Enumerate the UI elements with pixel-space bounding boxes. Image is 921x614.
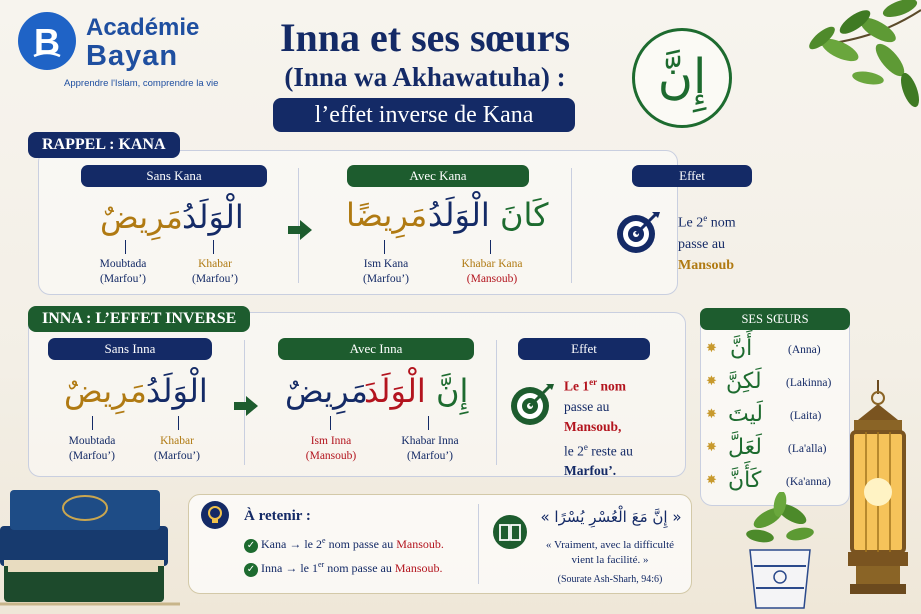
divider [571,168,572,283]
inna-avec-ism-word: الْوَلَدَ [364,372,426,410]
divider [478,504,479,584]
academy-logo-icon [18,12,76,70]
caption-line [330,416,331,430]
caption-line [178,416,179,430]
kana-avec-ism-caption: Ism Kana (Marfou’) [363,258,409,285]
verse-reference: (Sourate Ash-Sharh, 94:6) [557,574,663,585]
star-icon: ✸ [706,473,717,488]
star-icon: ✸ [706,440,717,455]
inna-sans-khabar-word: مَرِيضٌ [64,372,147,410]
kana-effet-header: Effet [632,165,752,187]
arrow-right-icon [286,218,314,242]
star-icon: ✸ [706,407,717,422]
inna-avec-khabar-word: مَرِيضٌ [285,372,368,410]
caption-line [490,240,491,254]
inna-effet-text: Le 1er nom passe au Mansoub, le 2e reste au Marfou’. [564,377,633,478]
logo-tagline: Apprendre l'Islam, comprendre la vie [64,78,219,89]
retenir-row-inna: ✓ Inna → le 1er nom passe au Mansoub. [244,560,443,577]
caption-line [428,416,429,430]
arrow-right-icon [232,394,260,418]
books-illustration [0,486,180,614]
page-subtitle-banner: l’effet inverse de Kana [273,98,575,132]
book-icon [492,514,528,550]
list-item: ✸ كَأَنَّ (Ka'anna) [706,468,831,493]
inna-particle-word: إِنَّ [436,372,469,410]
page-title: Inna et ses sœurs [279,15,571,60]
caption-line [92,416,93,430]
retenir-row-kana: ✓ Kana → le 2e nom passe au Mansoub. [244,536,444,553]
sans-inna-header: Sans Inna [48,338,212,360]
star-icon: ✸ [706,374,717,389]
kana-avec-ism-word: الْوَلَدُ [428,196,490,234]
leaves-decoration [750,0,921,140]
verse-translation: « Vraiment, avec la difficulté vient la facilité. » [545,539,675,566]
inna-emblem: إِنَّ [632,28,732,128]
lantern-illustration [836,380,921,614]
sans-kana-header: Sans Kana [81,165,267,187]
inna-avec-ism-caption: Ism Inna (Mansoub) [305,435,357,462]
verse-arabic: « إِنَّ مَعَ الْعُسْرِ يُسْرًا » [540,508,682,526]
inna-sans-khabar-caption: Khabar (Marfou’) [154,435,200,462]
caption-line [125,240,126,254]
target-icon [614,208,662,256]
kana-sans-moubtada-caption: Moubtada (Marfou’) [99,258,147,285]
logo-word-academie: Académie [86,14,200,41]
retenir-title: À retenir : [244,508,311,524]
kana-panel-label: RAPPEL : KANA [28,132,180,158]
avec-kana-header: Avec Kana [347,165,529,187]
soeurs-list [706,334,846,499]
check-icon: ✓ [244,539,258,553]
inna-panel-label: INNA : L’EFFET INVERSE [28,306,250,332]
kana-avec-khabar-word: مَرِيضًا [346,196,428,234]
check-icon: ✓ [244,563,258,577]
target-icon [508,380,556,428]
kana-sans-khabar-word: مَرِيضٌ [100,198,183,236]
kana-sans-moubtada-word: الْوَلَدُ [182,198,244,236]
page-subtitle: (Inna wa Akhawatuha) : [284,62,566,92]
svg-text:B: B [34,21,60,62]
kana-avec-khabar-caption: Khabar Kana (Mansoub) [461,258,523,285]
list-item: ✸ لَيتَ (Laita) [706,402,822,427]
inna-sans-moubtada-word: الْوَلَدُ [146,372,208,410]
list-item: ✸ أَنَّ (Anna) [706,336,821,361]
star-icon: ✸ [706,341,717,356]
avec-inna-header: Avec Inna [278,338,474,360]
soeurs-header: SES SŒURS [700,308,850,330]
kana-effet-text: Le 2e nom passe au Mansoub [678,213,736,273]
caption-line [384,240,385,254]
plant-illustration [738,492,822,614]
inna-effet-header: Effet [518,338,650,360]
inna-sans-moubtada-caption: Moubtada (Marfou’) [68,435,116,462]
lightbulb-icon [200,500,230,530]
caption-line [213,240,214,254]
logo-word-bayan: Bayan [86,40,179,72]
inna-avec-khabar-caption: Khabar Inna (Marfou’) [401,435,459,462]
list-item: ✸ لَكِنَّ (Lakinna) [706,369,832,394]
divider [496,340,497,465]
kana-sans-khabar-caption: Khabar (Marfou’) [192,258,238,285]
list-item: ✸ لَعَلَّ (La'alla) [706,435,827,460]
kana-particle-word: كَانَ [500,196,549,234]
